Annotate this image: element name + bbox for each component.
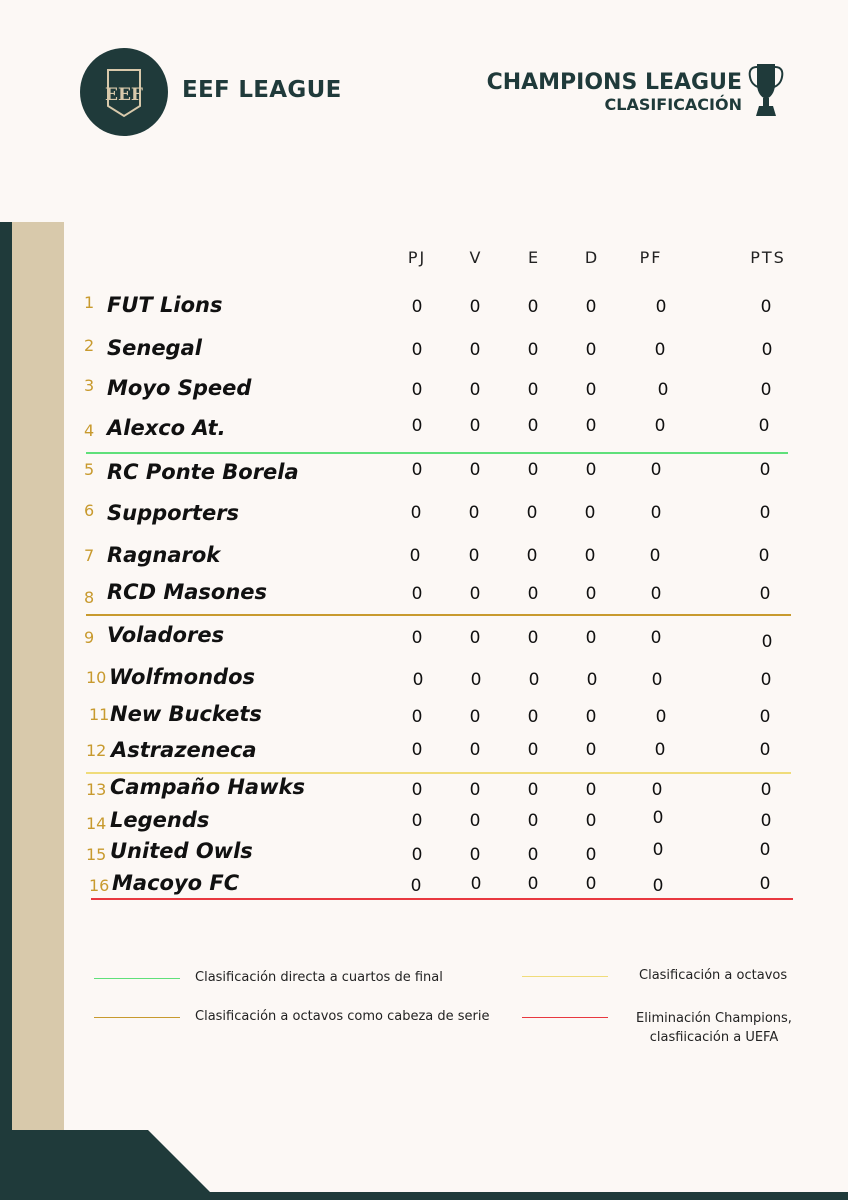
pts-value: 0 [760, 297, 772, 317]
pf-value: 0 [650, 503, 662, 523]
logo-monogram: EEF [105, 85, 143, 105]
pts-value: 0 [759, 503, 771, 523]
d-value: 0 [585, 707, 597, 727]
legend-line-gold [94, 1017, 180, 1018]
pts-value: 0 [759, 840, 771, 860]
page-title: CHAMPIONS LEAGUE [486, 70, 742, 95]
rank: 8 [84, 588, 95, 607]
pj-value: 0 [411, 740, 423, 760]
table-row [0, 623, 848, 653]
pj-value: 0 [410, 503, 422, 523]
rank: 3 [84, 376, 95, 395]
rank: 7 [84, 546, 95, 565]
pf-value: 0 [652, 876, 664, 896]
team-name: Supporters [107, 501, 240, 525]
team-name: Wolfmondos [109, 665, 255, 689]
rank: 9 [84, 628, 95, 647]
pf-value: 0 [655, 297, 667, 317]
pj-value: 0 [411, 460, 423, 480]
pj-value: 0 [411, 811, 423, 831]
col-header-pj: PJ [407, 248, 427, 267]
team-name: Voladores [107, 623, 225, 647]
v-value: 0 [468, 546, 480, 566]
pf-value: 0 [652, 840, 664, 860]
pj-value: 0 [411, 628, 423, 648]
d-value: 0 [585, 874, 597, 894]
team-name: RCD Masones [107, 580, 268, 604]
e-value: 0 [526, 546, 538, 566]
v-value: 0 [469, 780, 481, 800]
rank: 1 [84, 293, 95, 312]
legend-red-line2: clasfiicación a UEFA [649, 1030, 779, 1045]
pj-value: 0 [412, 670, 424, 690]
d-value: 0 [585, 584, 597, 604]
e-value: 0 [527, 811, 539, 831]
pj-value: 0 [411, 340, 423, 360]
pf-value: 0 [652, 808, 664, 828]
rank: 4 [84, 421, 95, 440]
e-value: 0 [526, 503, 538, 523]
v-value: 0 [469, 707, 481, 727]
e-value: 0 [527, 460, 539, 480]
e-value: 0 [527, 780, 539, 800]
legend-line-red [522, 1017, 608, 1018]
separator-gold [86, 614, 791, 616]
table-row [0, 580, 848, 610]
legend-red-line1: Eliminación Champions, [636, 1011, 792, 1026]
pts-value: 0 [760, 380, 772, 400]
pj-value: 0 [411, 780, 423, 800]
d-value: 0 [585, 628, 597, 648]
col-header-pts: PTS [750, 248, 786, 267]
pts-value: 0 [761, 340, 773, 360]
d-value: 0 [585, 811, 597, 831]
legend-yellow-text: Clasificación a octavos [639, 968, 788, 983]
v-value: 0 [469, 340, 481, 360]
v-value: 0 [470, 874, 482, 894]
pts-value: 0 [759, 874, 771, 894]
team-name: Legends [110, 808, 210, 832]
team-name: Astrazeneca [111, 738, 257, 762]
table-row [0, 808, 848, 838]
separator-green [86, 452, 788, 454]
rank: 5 [84, 460, 95, 479]
page-subtitle: CLASIFICACIÓN [604, 95, 742, 114]
team-name: Ragnarok [107, 543, 221, 567]
rank: 12 [86, 741, 107, 760]
pf-value: 0 [650, 628, 662, 648]
d-value: 0 [585, 780, 597, 800]
team-name: Campaño Hawks [110, 775, 305, 799]
brand-name: EEF LEAGUE [182, 77, 342, 103]
team-name: RC Ponte Borela [107, 460, 299, 484]
shield-icon [80, 48, 168, 136]
pts-value: 0 [760, 780, 772, 800]
trophy-icon [748, 62, 784, 118]
pts-value: 0 [760, 811, 772, 831]
team-name: Senegal [107, 336, 202, 360]
rank: 11 [89, 705, 110, 724]
e-value: 0 [527, 874, 539, 894]
pj-value: 0 [411, 845, 423, 865]
table-row [0, 293, 848, 323]
legend-green-text: Clasificación directa a cuartos de final [195, 970, 443, 985]
table-row [0, 543, 848, 573]
pf-value: 0 [650, 584, 662, 604]
d-value: 0 [585, 460, 597, 480]
v-value: 0 [469, 845, 481, 865]
v-value: 0 [469, 628, 481, 648]
pf-value: 0 [651, 780, 663, 800]
pf-value: 0 [649, 546, 661, 566]
team-name: FUT Lions [107, 293, 223, 317]
pj-value: 0 [410, 876, 422, 896]
rank: 14 [86, 814, 107, 833]
team-name: New Buckets [110, 702, 262, 726]
table-row [0, 775, 848, 805]
e-value: 0 [528, 670, 540, 690]
v-value: 0 [469, 811, 481, 831]
pj-value: 0 [411, 297, 423, 317]
d-value: 0 [585, 416, 597, 436]
e-value: 0 [527, 740, 539, 760]
pj-value: 0 [409, 546, 421, 566]
rank: 6 [84, 501, 95, 520]
d-value: 0 [585, 380, 597, 400]
team-name: United Owls [110, 839, 253, 863]
rank: 16 [89, 876, 110, 895]
bottom-band [0, 1130, 848, 1200]
pf-value: 0 [655, 707, 667, 727]
pts-value: 0 [761, 632, 773, 652]
pj-value: 0 [411, 380, 423, 400]
team-name: Macoyo FC [112, 871, 240, 895]
pts-value: 0 [758, 416, 770, 436]
v-value: 0 [469, 297, 481, 317]
legend-line-green [94, 978, 180, 979]
e-value: 0 [527, 416, 539, 436]
pj-value: 0 [411, 584, 423, 604]
pts-value: 0 [759, 460, 771, 480]
separator-red [91, 898, 793, 900]
pts-value: 0 [759, 740, 771, 760]
v-value: 0 [469, 416, 481, 436]
d-value: 0 [584, 546, 596, 566]
v-value: 0 [470, 670, 482, 690]
v-value: 0 [468, 503, 480, 523]
col-header-d: D [584, 248, 600, 267]
pf-value: 0 [654, 416, 666, 436]
pf-value: 0 [654, 740, 666, 760]
table-row [0, 336, 848, 366]
rank: 10 [86, 668, 107, 687]
table-row [0, 738, 848, 768]
rank: 15 [86, 845, 107, 864]
table-row [0, 839, 848, 869]
v-value: 0 [469, 584, 481, 604]
d-value: 0 [585, 297, 597, 317]
legend-line-yellow [522, 976, 608, 977]
pts-value: 0 [758, 546, 770, 566]
d-value: 0 [585, 340, 597, 360]
pts-value: 0 [760, 670, 772, 690]
pts-value: 0 [759, 707, 771, 727]
e-value: 0 [527, 297, 539, 317]
e-value: 0 [527, 707, 539, 727]
col-header-pf: PF [639, 248, 663, 267]
v-value: 0 [469, 740, 481, 760]
pf-value: 0 [654, 340, 666, 360]
v-value: 0 [469, 460, 481, 480]
rank: 13 [86, 780, 107, 799]
pf-value: 0 [650, 460, 662, 480]
col-header-e: E [527, 248, 541, 267]
table-row [0, 871, 848, 901]
rank: 2 [84, 336, 95, 355]
d-value: 0 [585, 740, 597, 760]
league-logo [80, 48, 168, 136]
legend-red-text [633, 1009, 795, 1047]
team-name: Moyo Speed [107, 376, 252, 400]
e-value: 0 [527, 380, 539, 400]
pj-value: 0 [411, 416, 423, 436]
table-row [0, 702, 848, 732]
table-row [0, 665, 848, 695]
d-value: 0 [586, 670, 598, 690]
d-value: 0 [585, 845, 597, 865]
table-row [0, 376, 848, 406]
e-value: 0 [527, 584, 539, 604]
pf-value: 0 [651, 670, 663, 690]
pts-value: 0 [759, 584, 771, 604]
pf-value: 0 [657, 380, 669, 400]
col-header-v: V [469, 248, 483, 267]
d-value: 0 [584, 503, 596, 523]
legend-gold-text: Clasificación a octavos como cabeza de serie [195, 1009, 490, 1024]
e-value: 0 [527, 628, 539, 648]
separator-yellow [86, 772, 791, 774]
team-name: Alexco At. [107, 416, 226, 440]
e-value: 0 [527, 340, 539, 360]
v-value: 0 [469, 380, 481, 400]
table-row [0, 416, 848, 446]
table-row [0, 501, 848, 531]
pj-value: 0 [411, 707, 423, 727]
table-row [0, 460, 848, 490]
e-value: 0 [527, 845, 539, 865]
